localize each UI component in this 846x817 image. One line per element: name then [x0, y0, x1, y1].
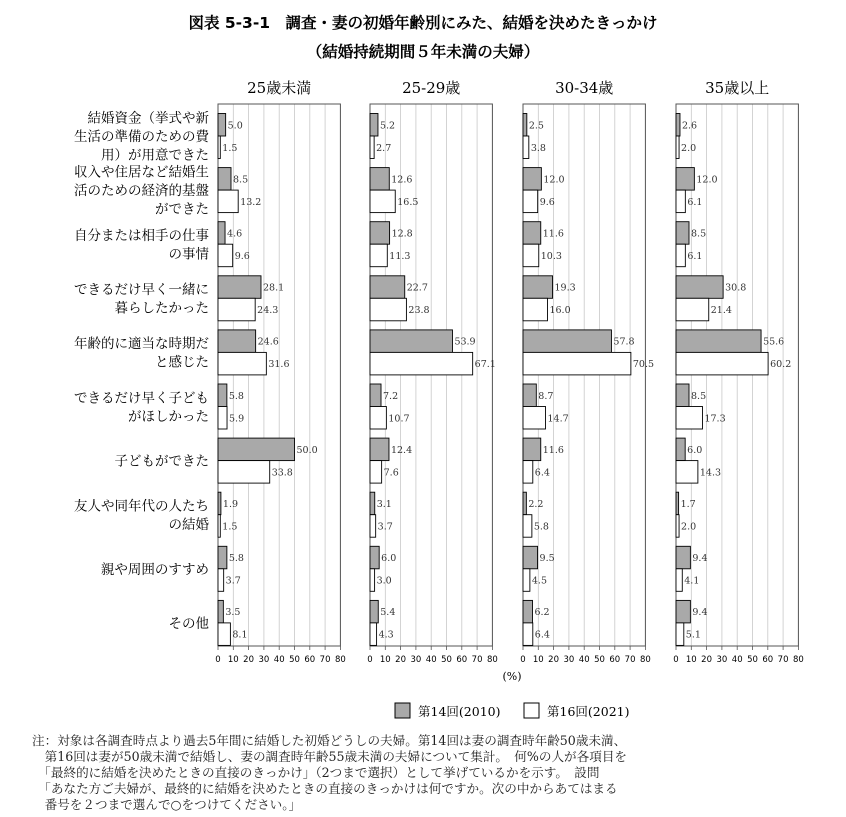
data-label: 6.4	[534, 467, 550, 479]
data-label: 9.6	[539, 196, 555, 208]
tick-label: 30	[563, 655, 575, 665]
data-label: 55.6	[763, 336, 785, 348]
data-label: 16.0	[549, 305, 571, 317]
category-label-line: その他	[168, 615, 209, 632]
category-label	[74, 497, 209, 533]
bar-2010	[370, 546, 379, 569]
bar-2021	[370, 298, 406, 321]
footnote-line: 注：対象は各調査時点より過去5年間に結婚した初婚どうしの夫婦。第14回は妻の調査時年齢50歳未満、	[32, 733, 627, 748]
bar-2010	[676, 222, 689, 245]
tick-label: 50	[747, 655, 758, 665]
bar-2010	[370, 330, 452, 353]
tick-label: 20	[701, 655, 713, 665]
data-label: 11.3	[389, 250, 411, 262]
category-label-line: の結婚	[168, 516, 209, 533]
bar-2021	[218, 569, 224, 592]
category-label-line: 用）が用意できた	[101, 147, 209, 164]
data-label: 11.6	[542, 444, 564, 456]
bar-2010	[218, 168, 231, 191]
tick-label: 10	[379, 655, 391, 665]
bar-2010	[523, 276, 553, 299]
bar-2010	[676, 384, 689, 407]
data-label: 2.7	[376, 142, 392, 154]
data-label: 8.7	[538, 390, 554, 402]
bar-2021	[370, 352, 473, 375]
data-label: 8.1	[232, 629, 248, 641]
data-label: 7.2	[383, 390, 399, 402]
data-label: 12.0	[543, 174, 565, 186]
data-label: 16.5	[397, 196, 419, 208]
category-label-line: がほしかった	[128, 408, 209, 425]
category-label	[74, 390, 209, 425]
bar-2010	[676, 330, 761, 353]
data-label: 5.9	[229, 413, 245, 425]
tick-label: 40	[273, 655, 285, 665]
category-label-line: できるだけ早く一緒に	[74, 282, 209, 299]
bar-2021	[218, 298, 255, 321]
category-label-line: 活のための経済的基盤	[74, 183, 209, 200]
bar-2021	[523, 515, 532, 538]
category-label	[74, 164, 209, 218]
data-label: 8.5	[691, 228, 707, 240]
data-label: 6.1	[687, 196, 703, 208]
data-label: 9.6	[234, 250, 250, 262]
data-label: 4.3	[378, 629, 394, 641]
data-label: 1.5	[222, 142, 238, 154]
data-label: 8.5	[233, 174, 249, 186]
category-label-line: 結婚資金（挙式や新	[87, 110, 209, 127]
category-label-line: ができた	[155, 201, 209, 218]
data-label: 12.4	[390, 444, 413, 456]
bar-2021	[218, 407, 227, 430]
bar-2021	[523, 136, 529, 159]
data-label: 3.5	[225, 607, 241, 619]
category-labels	[74, 111, 209, 632]
data-label: 3.7	[377, 521, 393, 533]
tick-label: 20	[395, 655, 407, 665]
tick-label: 0	[367, 655, 373, 665]
tick-label: 50	[441, 655, 452, 665]
bar-2010	[218, 276, 261, 299]
bar-2010	[523, 222, 541, 245]
category-label-line: できるだけ早く子ども	[74, 390, 209, 407]
data-label: 5.8	[228, 390, 244, 402]
category-label-line: 自分または相手の仕事	[74, 227, 209, 244]
data-label: 11.6	[542, 228, 564, 240]
data-label: 6.1	[687, 250, 703, 262]
tick-label: 50	[289, 655, 300, 665]
tick-label: 20	[243, 655, 255, 665]
bar-2010	[218, 438, 295, 461]
data-label: 12.8	[391, 228, 413, 240]
data-label: 13.2	[240, 196, 262, 208]
legend-label-2021: 第16回(2021)	[547, 704, 630, 719]
data-label: 5.0	[227, 120, 243, 132]
data-label: 6.4	[534, 629, 550, 641]
tick-label: 30	[716, 655, 728, 665]
bar-2010	[370, 168, 389, 191]
tick-label: 20	[548, 655, 560, 665]
bar-2010	[370, 600, 378, 623]
footnote	[32, 733, 822, 813]
tick-label: 10	[685, 655, 697, 665]
category-label	[115, 454, 210, 470]
data-label: 5.4	[380, 607, 396, 619]
data-label: 17.3	[704, 413, 726, 425]
bar-2021	[523, 352, 631, 375]
bar-2021	[676, 136, 679, 159]
panel-title: 25-29歳	[402, 79, 461, 97]
category-label-line: 収入や住居など結婚生	[74, 164, 209, 181]
tick-label: 10	[227, 655, 239, 665]
bar-2021	[523, 461, 533, 484]
tick-label: 10	[532, 655, 544, 665]
data-label: 6.2	[534, 607, 550, 619]
data-label: 30.8	[725, 282, 747, 294]
bar-2010	[218, 600, 223, 623]
category-label-line: の事情	[168, 246, 209, 263]
category-label	[74, 111, 209, 164]
panels-group	[215, 79, 804, 665]
data-label: 3.8	[530, 142, 546, 154]
panel-title: 30-34歳	[555, 79, 614, 97]
bar-2021	[676, 244, 685, 267]
bar-2010	[218, 384, 227, 407]
bar-2021	[370, 407, 386, 430]
tick-label: 70	[319, 655, 331, 665]
footnote-line: 「最終的に結婚を決めたときの直接のきっかけ」（2つまで選択）として挙げているかを示す。 設問	[32, 765, 600, 780]
data-label: 14.3	[699, 467, 722, 479]
bar-2010	[676, 114, 680, 137]
bar-2010	[218, 114, 226, 137]
bar-2010	[218, 492, 221, 515]
bar-2021	[523, 623, 533, 646]
category-label-line: 友人や同年代の人たち	[74, 498, 209, 515]
data-label: 14.7	[547, 413, 569, 425]
bar-2010	[370, 114, 378, 137]
tick-label: 0	[520, 655, 526, 665]
bar-2021	[218, 623, 230, 646]
bar-2010	[370, 276, 405, 299]
footnote-line: 「あなた方ご夫婦が、最終的に結婚を決めたときの直接のきっかけは何ですか。次の中からあてはまる	[32, 781, 618, 796]
data-label: 23.8	[408, 305, 430, 317]
chart-title: 図表 5-3-1 調査・妻の初婚年齢別にみた、結婚を決めたきっかけ	[188, 14, 658, 32]
legend-label-2010: 第14回(2010)	[418, 704, 501, 719]
bar-2021	[218, 352, 266, 375]
data-label: 7.6	[383, 467, 399, 479]
tick-label: 70	[777, 655, 789, 665]
tick-label: 0	[673, 655, 679, 665]
category-label-line: 年齢的に適当な時期だ	[74, 336, 209, 353]
bar-2010	[370, 438, 389, 461]
data-label: 1.9	[222, 498, 239, 510]
bar-2021	[676, 352, 768, 375]
bar-2021	[676, 569, 682, 592]
data-label: 12.0	[696, 174, 718, 186]
data-label: 1.5	[222, 521, 238, 533]
tick-label: 60	[304, 655, 316, 665]
category-label	[169, 616, 210, 632]
category-label-line: 親や周囲のすすめ	[100, 561, 209, 578]
bar-2010	[676, 546, 690, 569]
tick-label: 30	[410, 655, 422, 665]
bar-2021	[676, 623, 684, 646]
data-label: 21.4	[710, 305, 732, 317]
panel	[215, 79, 346, 665]
bar-2010	[523, 492, 526, 515]
bar-2010	[676, 438, 685, 461]
data-label: 3.0	[376, 575, 392, 587]
bar-2021	[523, 190, 538, 213]
data-label: 5.2	[379, 120, 396, 132]
data-label: 2.0	[681, 521, 697, 533]
category-label	[101, 561, 209, 578]
data-label: 3.7	[225, 575, 241, 587]
bar-2010	[218, 546, 227, 569]
panel-title: 25歳未満	[247, 79, 312, 97]
category-label-line: 生活の準備のための費	[74, 129, 209, 145]
data-label: 10.7	[388, 413, 410, 425]
tick-label: 40	[578, 655, 590, 665]
tick-label: 50	[594, 655, 605, 665]
tick-label: 60	[762, 655, 774, 665]
data-label: 1.7	[680, 498, 696, 510]
bar-2021	[676, 515, 679, 538]
category-label	[74, 227, 209, 263]
data-label: 3.1	[376, 498, 392, 510]
bar-2010	[370, 492, 375, 515]
bar-2010	[676, 600, 690, 623]
data-label: 19.3	[554, 282, 576, 294]
data-label: 9.4	[692, 607, 708, 619]
data-label: 2.5	[528, 120, 544, 132]
bar-2021	[370, 461, 382, 484]
data-label: 8.5	[691, 390, 707, 402]
data-label: 6.0	[687, 444, 703, 456]
bar-2010	[370, 222, 390, 245]
bar-2010	[523, 438, 541, 461]
category-label-line: 暮らしたかった	[114, 300, 209, 317]
data-label: 2.2	[528, 498, 544, 510]
x-axis-unit: (%)	[502, 670, 522, 683]
tick-label: 80	[792, 655, 804, 665]
bar-2021	[370, 623, 377, 646]
bar-2021	[370, 136, 374, 159]
panel-title: 35歳以上	[705, 79, 770, 97]
bar-2021	[218, 244, 233, 267]
legend-swatch-2010	[395, 703, 410, 718]
panel	[673, 79, 804, 665]
category-label	[74, 281, 209, 317]
bar-2010	[676, 168, 694, 191]
tick-label: 80	[639, 655, 651, 665]
data-label: 57.8	[613, 336, 635, 348]
bar-2010	[370, 384, 381, 407]
bar-2021	[523, 298, 547, 321]
data-label: 22.7	[406, 282, 428, 294]
bar-2010	[218, 330, 256, 353]
category-label-line: 子どもができた	[114, 453, 209, 470]
data-label: 67.1	[474, 359, 496, 371]
bar-2021	[676, 190, 685, 213]
tick-label: 0	[215, 655, 221, 665]
tick-label: 70	[471, 655, 483, 665]
bar-2021	[218, 515, 220, 538]
bar-2010	[218, 222, 225, 245]
bar-2021	[676, 298, 709, 321]
bar-2021	[218, 461, 270, 484]
bar-2010	[523, 330, 611, 353]
data-label: 50.0	[296, 444, 318, 456]
data-label: 4.6	[227, 228, 243, 240]
bar-2010	[523, 168, 541, 191]
bar-2021	[676, 407, 702, 430]
bar-2021	[218, 136, 220, 159]
panel	[520, 79, 654, 665]
tick-label: 40	[425, 655, 437, 665]
data-label: 2.0	[681, 142, 697, 154]
bar-2010	[523, 546, 538, 569]
data-label: 24.6	[257, 336, 279, 348]
bar-2021	[676, 461, 698, 484]
bar-2010	[523, 384, 536, 407]
footnote-line: 第16回は妻が50歳未満で結婚し、妻の調査時年齢55歳未満の夫婦について集計。 何%の人が各項目を	[32, 749, 628, 764]
data-label: 4.1	[684, 575, 700, 587]
data-label: 24.3	[257, 305, 279, 317]
data-label: 31.6	[268, 359, 290, 371]
legend-swatch-2021	[524, 703, 539, 718]
category-label-line: と感じた	[155, 354, 209, 371]
data-label: 9.4	[692, 553, 708, 565]
data-label: 9.5	[539, 553, 555, 565]
tick-label: 80	[486, 655, 498, 665]
tick-label: 80	[334, 655, 346, 665]
bar-2021	[523, 244, 539, 267]
data-label: 33.8	[271, 467, 293, 479]
bar-2021	[370, 244, 387, 267]
tick-label: 60	[609, 655, 621, 665]
bar-2010	[523, 114, 527, 137]
bar-2021	[218, 190, 238, 213]
data-label: 5.1	[685, 629, 701, 641]
legend	[395, 703, 629, 719]
bar-2021	[370, 190, 395, 213]
bar-2021	[370, 515, 376, 538]
bar-2010	[676, 276, 723, 299]
bar-2021	[370, 569, 375, 592]
footnote-line: 番号を２つまで選んで○をつけてください。」	[32, 797, 302, 812]
chart-subtitle: （結婚持続期間５年未満の夫婦）	[306, 43, 540, 61]
data-label: 5.8	[228, 553, 244, 565]
tick-label: 60	[456, 655, 468, 665]
data-label: 10.3	[540, 250, 562, 262]
data-label: 60.2	[770, 359, 792, 371]
data-label: 70.5	[632, 359, 655, 371]
bar-2010	[676, 492, 679, 515]
data-label: 4.5	[531, 575, 547, 587]
bar-2010	[523, 600, 532, 623]
data-label: 53.9	[454, 336, 476, 348]
tick-label: 70	[624, 655, 636, 665]
data-label: 5.8	[533, 521, 549, 533]
category-label	[74, 335, 209, 371]
tick-label: 30	[258, 655, 270, 665]
data-label: 28.1	[262, 282, 285, 294]
panel	[367, 79, 498, 665]
bar-2021	[523, 407, 545, 430]
data-label: 6.0	[381, 553, 397, 565]
bar-2021	[523, 569, 530, 592]
data-label: 2.6	[681, 120, 698, 132]
data-label: 12.6	[391, 174, 413, 186]
tick-label: 40	[731, 655, 743, 665]
